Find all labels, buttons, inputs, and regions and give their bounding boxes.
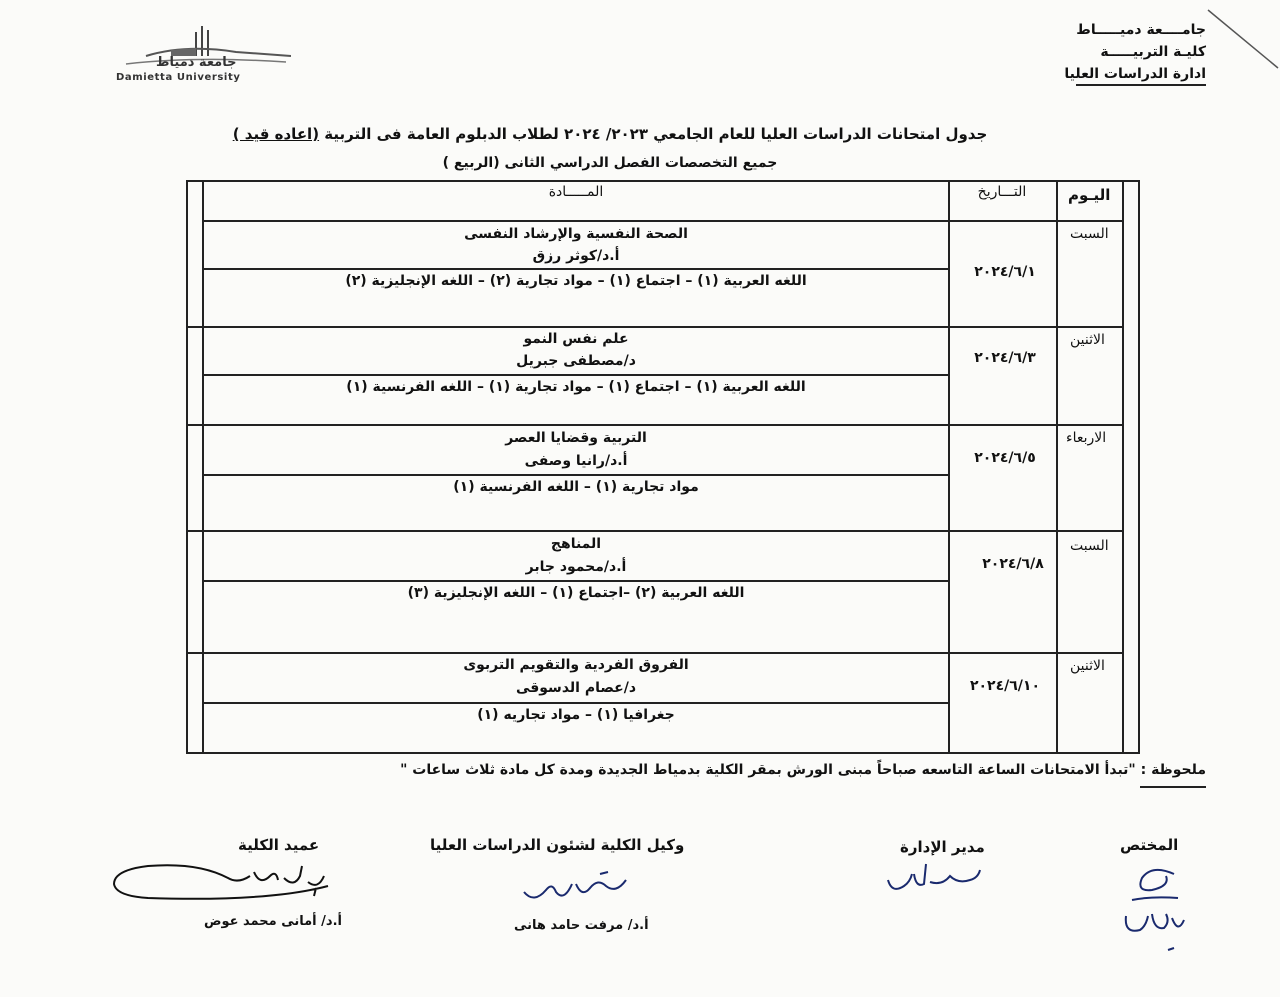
dean-signature-icon [108, 852, 348, 912]
note [400, 762, 1206, 778]
row-day: السبت [1070, 538, 1109, 554]
logo-english-name: Damietta University [116, 72, 241, 83]
row-date-divider [948, 530, 950, 652]
row-subject-divider [202, 374, 948, 376]
signature-name-dean: أ.د/ أمانى محمد عوض [204, 914, 342, 929]
row-date-divider [948, 424, 950, 530]
page-corner-mark [1200, 0, 1280, 80]
row-subject: الصحة النفسية والإرشاد النفسى [464, 226, 688, 242]
schedule-subtitle: جميع التخصصات الفصل الدراسي الثانى (الربيع ) [442, 155, 778, 171]
row-date-divider [948, 326, 950, 424]
header-subject: المـــــادة [548, 184, 604, 200]
row-subject: علم نفس النمو [523, 331, 629, 347]
note-underline [1140, 786, 1206, 788]
row-professor: أ.د/كوثر رزق [532, 248, 620, 264]
row-divider [186, 530, 1124, 532]
row-subject: المناهج [550, 536, 602, 552]
note-label: ملحوظة : [1140, 762, 1206, 778]
header-underline [1076, 84, 1206, 86]
signature-title-specialist: المختص [1120, 836, 1179, 854]
row-professor: أ.د/محمود جابر [525, 559, 627, 575]
signature-title-dean: عميد الكلية [238, 836, 320, 854]
faculty-name: كليـة التربيـــــة [1100, 44, 1206, 60]
signature-title-vice-dean: وكيل الكلية لشئون الدراسات العليا [430, 836, 685, 854]
row-day: الاثنين [1070, 658, 1105, 674]
signature-title-admin-manager: مدير الإدارة [900, 838, 985, 856]
row-professor: د/مصطفى جبريل [516, 353, 636, 369]
row-inner-left [202, 424, 204, 530]
header-col-divider-1 [948, 180, 950, 220]
row-day: الاربعاء [1066, 430, 1107, 446]
row-date: ٢٠٢٤/٦/٥ [974, 450, 1036, 466]
vice-dean-signature-icon [516, 862, 636, 912]
header-row-divider [202, 220, 1124, 222]
row-specializations: جغرافيا (١) – مواد تجاريه (١) [477, 707, 675, 723]
row-subject: الفروق الفردية والتقويم التربوى [463, 657, 689, 673]
row-day: الاثنين [1070, 332, 1105, 348]
row-divider [186, 652, 1124, 654]
row-day: السبت [1070, 226, 1109, 242]
row-subject: التربية وقضايا العصر [505, 430, 647, 446]
row-inner-left [202, 530, 204, 652]
row-specializations: اللغه العربية (١) – اجتماع (١) – مواد تجارية (٢) – اللغه الإنجليزية (٢) [345, 273, 807, 289]
row-date-divider [948, 652, 950, 754]
row-professor: أ.د/رانيا وصفى [524, 453, 628, 469]
specialist-signature-icon [1112, 856, 1202, 956]
row-date: ٢٠٢٤/٦/٣ [974, 350, 1036, 366]
department-name: ادارة الدراسات العليا [1064, 66, 1206, 82]
inner-right-border [1122, 180, 1124, 754]
row-subject-divider [202, 580, 948, 582]
row-inner-left [202, 220, 204, 326]
row-divider [186, 326, 1124, 328]
row-divider [186, 424, 1124, 426]
signature-name-vice-dean: أ.د/ مرفت حامد هانى [514, 918, 649, 933]
university-name: جامــــعة دميـــــاط [1076, 22, 1206, 38]
schedule-title-main: جدول امتحانات الدراسات العليا للعام الجامعي ٢٠٢٣/ ٢٠٢٤ لطلاب الدبلوم العامة فى التربية [324, 125, 988, 143]
row-subject-divider [202, 474, 948, 476]
header-day: اليـوم [1068, 186, 1111, 204]
row-date: ٢٠٢٤/٦/٨ [982, 556, 1044, 572]
row-subject-divider [202, 702, 948, 704]
inner-left-border [202, 180, 204, 220]
row-specializations: مواد تجارية (١) – اللغه الفرنسية (١) [453, 479, 699, 495]
header-date: التـــاريخ [977, 184, 1027, 200]
row-date: ٢٠٢٤/٦/١٠ [969, 678, 1041, 694]
schedule-title [0, 125, 1220, 143]
row-date: ٢٠٢٤/٦/١ [974, 264, 1036, 280]
note-text: "تبدأ الامتحانات الساعة التاسعه صباحاً مبنى الورش بمقر الكلية بدمياط الجديدة ومدة كل مادة ثلاث ساعات " [400, 762, 1136, 778]
row-subject-divider [202, 268, 948, 270]
row-specializations: اللغه العربية (٢) –اجتماع (١) – اللغه الإنجليزية (٣) [407, 585, 745, 601]
schedule-title-suffix: (اعاده قيد ) [232, 125, 320, 143]
row-professor: د/عصام الدسوقى [515, 680, 637, 696]
row-specializations: اللغه العربية (١) – اجتماع (١) – مواد تجارية (١) – اللغه الفرنسية (١) [346, 379, 806, 395]
admin-manager-signature-icon [880, 856, 990, 900]
logo-arabic-name: جامعة دمياط [156, 55, 237, 70]
